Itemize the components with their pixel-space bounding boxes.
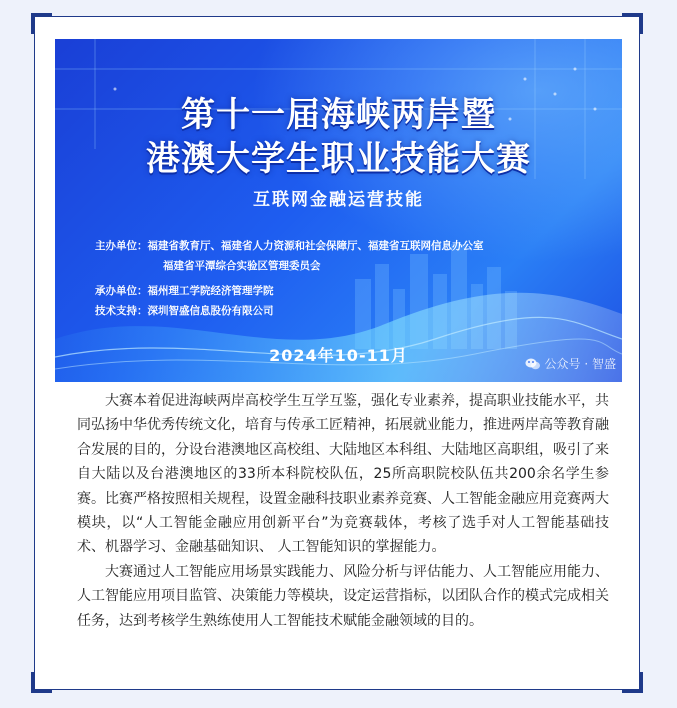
host-label: 承办单位：: [95, 285, 148, 297]
host-row: [95, 283, 274, 298]
banner-title-line2: 港澳大学生职业技能大赛: [146, 139, 531, 179]
watermark: [525, 355, 616, 372]
organizer-row-2: [163, 258, 321, 273]
watermark-text: 公众号 · 智盛: [544, 357, 616, 371]
wechat-icon: [525, 357, 541, 371]
frame-corner: [622, 13, 643, 34]
event-date: 2024年10-11月: [269, 346, 408, 365]
article-card: [34, 16, 640, 690]
organizer-row: [95, 238, 484, 253]
organizer-value-2: 福建省平潭综合实验区管理委员会: [163, 260, 321, 272]
organizer-value: 福建省教育厅、福建省人力资源和社会保障厅、福建省互联网信息办公室: [147, 240, 484, 252]
article-body: [77, 389, 609, 633]
frame-corner: [31, 13, 52, 34]
frame-corner: [31, 672, 52, 693]
tech-support-value: 深圳智盛信息股份有限公司: [147, 305, 274, 317]
banner-title-line1: 第十一届海峡两岸暨: [181, 95, 496, 135]
tech-support-row: [95, 303, 274, 318]
host-value: 福州理工学院经济管理学院: [147, 285, 274, 297]
frame-corner: [622, 672, 643, 693]
article-paragraph: 大赛本着促进海峡两岸高校学生互学互鉴，强化专业素养，提高职业技能水平，共同弘扬中华优秀传统文化，培育与传承工匠精神，拓展就业能力，推进两岸高等教育融合发展的目的，分设台港澳地区高校组、大陆地区本科组、大陆地区高职组，吸引了来自大陆以及台港澳地区的33所本科院校队伍，25所高职院校队伍共200余名学生参赛。比赛严格按照相关规程，设置金融科技职业素养竞赛、人工智能金融应用竞赛两大模块，以“人工智能金融应用创新平台”为竞赛载体，考核了选手对人工智能基础技术、机器学习、金融基础知识、 人工智能知识的掌握能力。: [77, 393, 609, 556]
tech-support-label: 技术支持：: [95, 305, 148, 317]
article-paragraph: 大赛通过人工智能应用场景实践能力、风险分析与评估能力、人工智能应用能力、人工智能应用项目监管、决策能力等模块，设定运营指标，以团队合作的模式完成相关任务，达到考核学生熟练使用人工智能技术赋能金融领域的目的。: [77, 563, 609, 629]
banner-subtitle: 互联网金融运营技能: [253, 190, 424, 210]
organizer-label: 主办单位：: [95, 240, 148, 252]
competition-banner: [55, 39, 622, 382]
